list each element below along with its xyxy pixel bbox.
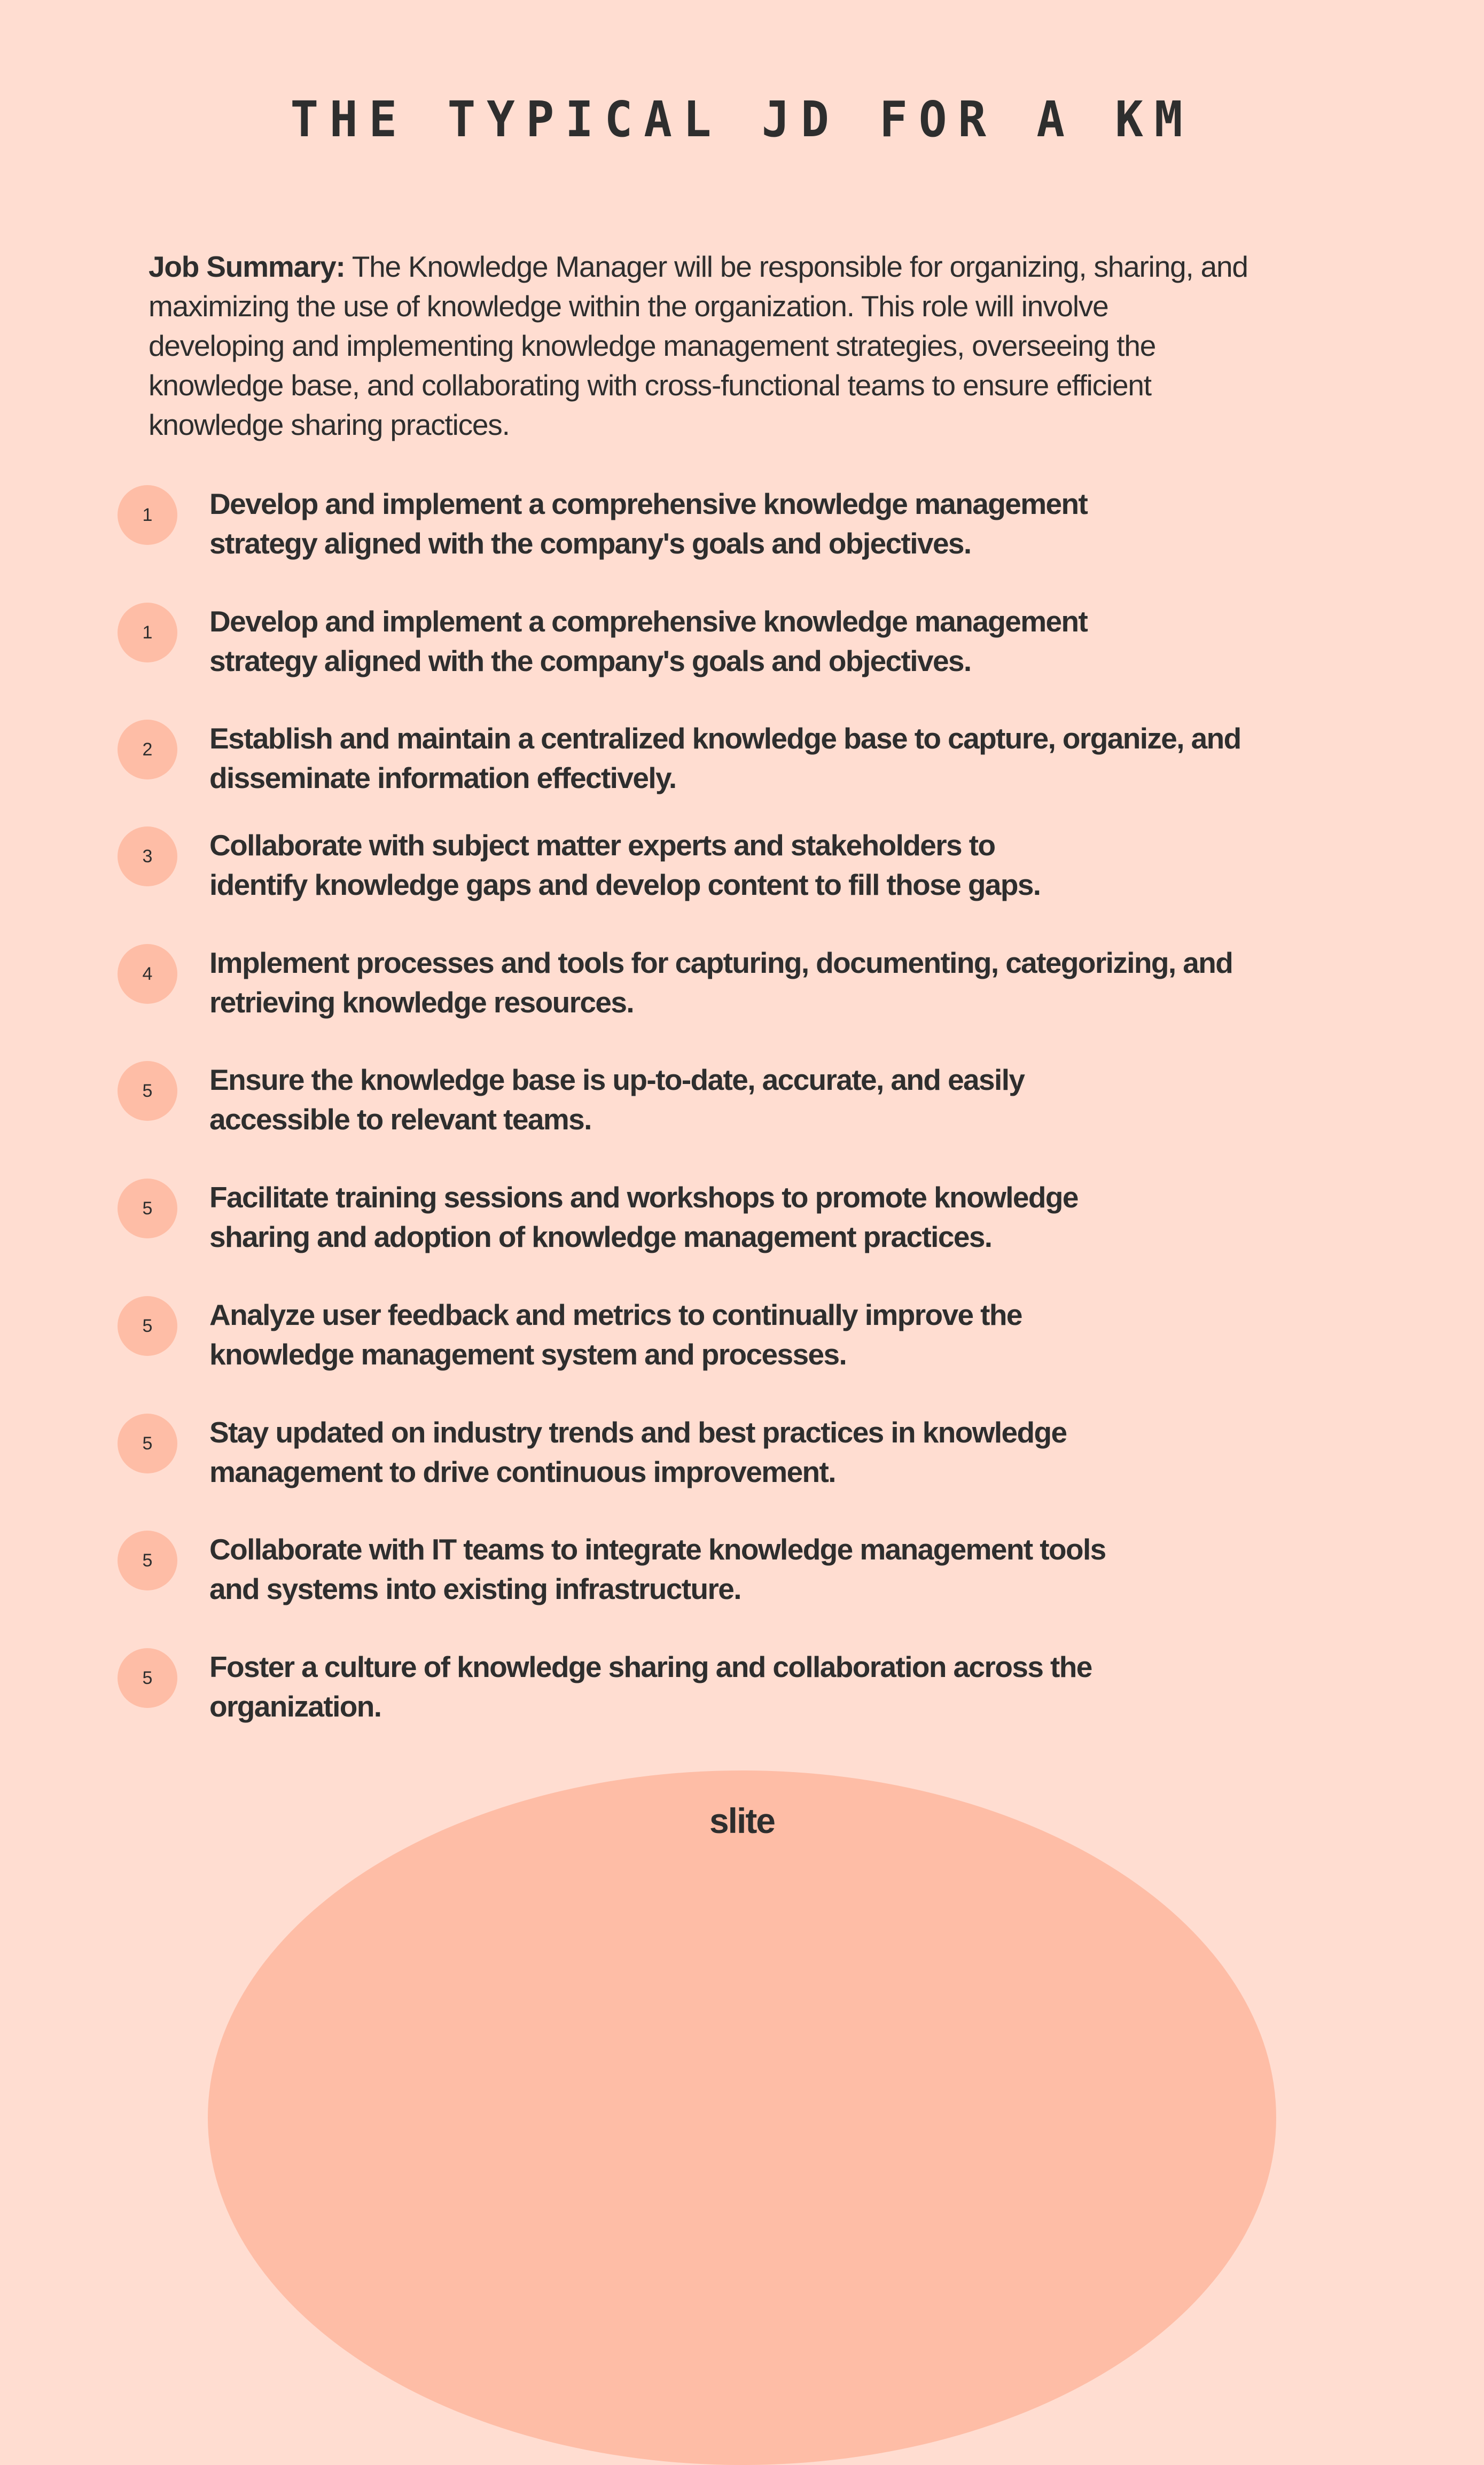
item-line: Implement processes and tools for capturing, documenting, categorizing, and xyxy=(209,946,1233,979)
item-line: Analyze user feedback and metrics to continually improve the xyxy=(209,1298,1022,1331)
item-line: strategy aligned with the company's goals and objectives. xyxy=(209,644,971,677)
number-badge: 2 xyxy=(118,720,177,779)
job-summary xyxy=(149,247,1377,444)
item-line: Facilitate training sessions and workshops to promote knowledge xyxy=(209,1181,1078,1214)
number-badge: 5 xyxy=(118,1061,177,1121)
item-line: sharing and adoption of knowledge management practices. xyxy=(209,1220,992,1253)
number-badge: 1 xyxy=(118,485,177,545)
item-text xyxy=(209,1295,1022,1374)
item-text xyxy=(209,602,1087,681)
summary-line: knowledge base, and collaborating with cross-functional teams to ensure efficient xyxy=(149,369,1151,402)
item-line: Collaborate with IT teams to integrate knowledge management tools xyxy=(209,1533,1106,1566)
item-line: Stay updated on industry trends and best practices in knowledge xyxy=(209,1416,1067,1449)
item-line: retrieving knowledge resources. xyxy=(209,986,634,1019)
number-badge: 5 xyxy=(118,1296,177,1356)
number-badge: 3 xyxy=(118,826,177,886)
summary-label: Job Summary: xyxy=(149,250,345,283)
slite-logo: slite xyxy=(709,1801,775,1840)
item-line: disseminate information effectively. xyxy=(209,761,676,794)
item-text xyxy=(209,1060,1024,1139)
item-text xyxy=(209,719,1241,798)
item-line: identify knowledge gaps and develop content to fill those gaps. xyxy=(209,868,1041,901)
item-line: and systems into existing infrastructure. xyxy=(209,1572,741,1605)
number-badge: 5 xyxy=(118,1414,177,1473)
item-text xyxy=(209,943,1232,1022)
item-text xyxy=(209,1177,1078,1257)
item-line: accessible to relevant teams. xyxy=(209,1103,591,1136)
item-text xyxy=(209,1530,1106,1609)
item-line: Collaborate with subject matter experts and stakeholders to xyxy=(209,829,995,862)
item-line: strategy aligned with the company's goals and objectives. xyxy=(209,527,971,560)
summary-line: developing and implementing knowledge management strategies, overseeing the xyxy=(149,329,1156,362)
item-text xyxy=(209,825,1041,904)
item-text xyxy=(209,484,1087,563)
item-line: management to drive continuous improvement. xyxy=(209,1455,835,1488)
item-text xyxy=(209,1413,1067,1492)
item-line: Develop and implement a comprehensive knowledge management xyxy=(209,605,1088,638)
number-badge: 5 xyxy=(118,1531,177,1590)
number-badge: 5 xyxy=(118,1648,177,1708)
summary-line: knowledge sharing practices. xyxy=(149,408,510,441)
decorative-arc xyxy=(208,1770,1276,2465)
item-line: Ensure the knowledge base is up-to-date, accurate, and easily xyxy=(209,1063,1025,1096)
number-badge: 4 xyxy=(118,944,177,1004)
item-line: Establish and maintain a centralized knowledge base to capture, organize, and xyxy=(209,722,1241,755)
summary-line: The Knowledge Manager will be responsible for organizing, sharing, and xyxy=(345,250,1248,283)
item-line: Foster a culture of knowledge sharing and collaboration across the xyxy=(209,1650,1092,1683)
number-badge: 5 xyxy=(118,1179,177,1238)
page-title: THE TYPICAL JD FOR A KM xyxy=(290,91,1194,148)
item-text xyxy=(209,1647,1092,1726)
item-line: knowledge management system and processes. xyxy=(209,1338,847,1371)
number-badge: 1 xyxy=(118,603,177,662)
summary-line: maximizing the use of knowledge within the organization. This role will involve xyxy=(149,290,1108,323)
item-line: Develop and implement a comprehensive knowledge management xyxy=(209,487,1088,520)
item-line: organization. xyxy=(209,1690,381,1723)
